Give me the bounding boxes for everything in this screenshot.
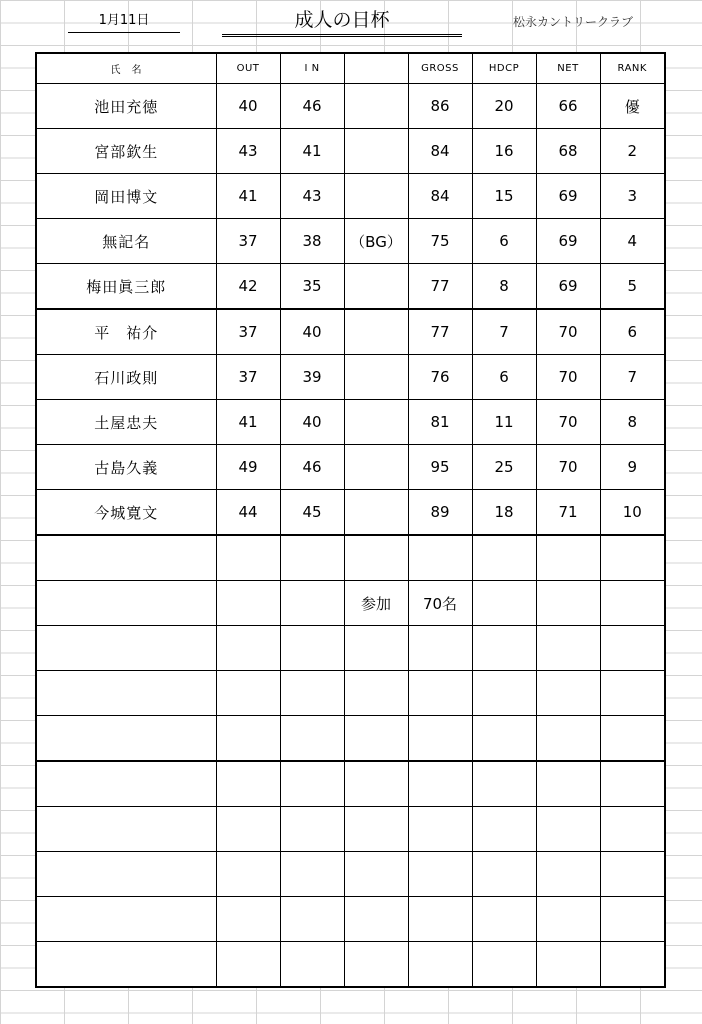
empty-cell [536, 626, 600, 671]
empty-cell [36, 942, 216, 988]
handicap: 20 [472, 84, 536, 129]
note-cell [344, 355, 408, 400]
empty-cell [600, 671, 665, 716]
empty-cell [280, 581, 344, 626]
net-score: 70 [536, 309, 600, 355]
empty-cell [216, 897, 280, 942]
results-table [35, 52, 666, 988]
player-name: 石川政則 [36, 355, 216, 400]
out-score: 44 [216, 490, 280, 536]
empty-cell [536, 807, 600, 852]
out-score: 37 [216, 309, 280, 355]
col-header-gross: GROSS [408, 53, 472, 84]
empty-cell [536, 535, 600, 581]
empty-row [36, 671, 665, 716]
empty-cell [600, 807, 665, 852]
table-row [36, 84, 665, 129]
player-name: 宮部欽生 [36, 129, 216, 174]
empty-cell [280, 897, 344, 942]
table-row [36, 219, 665, 264]
out-score: 42 [216, 264, 280, 310]
in-score: 41 [280, 129, 344, 174]
results-body [36, 84, 665, 988]
player-name: 古島久義 [36, 445, 216, 490]
participants-label: 参加 [344, 581, 408, 626]
empty-row [36, 626, 665, 671]
rank: 10 [600, 490, 665, 536]
table-row [36, 400, 665, 445]
empty-cell [472, 852, 536, 897]
gross-score: 75 [408, 219, 472, 264]
in-score: 46 [280, 445, 344, 490]
empty-cell [280, 535, 344, 581]
empty-cell [600, 942, 665, 988]
col-header-rank: RANK [600, 53, 665, 84]
table-row [36, 490, 665, 536]
empty-cell [216, 807, 280, 852]
empty-cell [280, 942, 344, 988]
empty-row [36, 807, 665, 852]
empty-cell [600, 761, 665, 807]
empty-cell [344, 716, 408, 762]
empty-cell [36, 807, 216, 852]
in-score: 40 [280, 400, 344, 445]
player-name: 無記名 [36, 219, 216, 264]
note-cell [344, 490, 408, 536]
empty-cell [36, 716, 216, 762]
empty-cell [36, 897, 216, 942]
empty-cell [536, 716, 600, 762]
empty-cell [600, 852, 665, 897]
player-name: 梅田眞三郎 [36, 264, 216, 310]
note-cell: （BG） [344, 219, 408, 264]
empty-cell [280, 671, 344, 716]
empty-cell [408, 626, 472, 671]
gross-score: 76 [408, 355, 472, 400]
empty-cell [36, 761, 216, 807]
table-row [36, 445, 665, 490]
player-name: 岡田博文 [36, 174, 216, 219]
col-header-note [344, 53, 408, 84]
empty-cell [472, 671, 536, 716]
empty-row [36, 716, 665, 762]
empty-cell [600, 716, 665, 762]
empty-cell [472, 897, 536, 942]
player-name: 池田充徳 [36, 84, 216, 129]
table-row [36, 264, 665, 310]
player-name: 平 祐介 [36, 309, 216, 355]
handicap: 16 [472, 129, 536, 174]
gross-score: 84 [408, 174, 472, 219]
note-cell [344, 309, 408, 355]
gross-score: 81 [408, 400, 472, 445]
empty-row [36, 761, 665, 807]
player-name: 土屋忠夫 [36, 400, 216, 445]
net-score: 70 [536, 400, 600, 445]
rank: 5 [600, 264, 665, 310]
empty-cell [408, 897, 472, 942]
net-score: 69 [536, 219, 600, 264]
rank: 8 [600, 400, 665, 445]
in-score: 38 [280, 219, 344, 264]
empty-cell [600, 581, 665, 626]
note-cell [344, 445, 408, 490]
out-score: 40 [216, 84, 280, 129]
empty-cell [280, 761, 344, 807]
empty-cell [216, 761, 280, 807]
empty-cell [216, 852, 280, 897]
player-name: 今城寛文 [36, 490, 216, 536]
handicap: 7 [472, 309, 536, 355]
empty-cell [36, 671, 216, 716]
gross-score: 77 [408, 264, 472, 310]
empty-cell [36, 852, 216, 897]
net-score: 69 [536, 174, 600, 219]
empty-cell [216, 716, 280, 762]
empty-cell [536, 761, 600, 807]
rank: 優 [600, 84, 665, 129]
empty-cell [600, 626, 665, 671]
empty-cell [408, 671, 472, 716]
empty-cell [472, 535, 536, 581]
handicap: 25 [472, 445, 536, 490]
table-row [36, 355, 665, 400]
net-score: 71 [536, 490, 600, 536]
empty-cell [216, 535, 280, 581]
note-cell [344, 174, 408, 219]
note-cell [344, 400, 408, 445]
empty-cell [36, 535, 216, 581]
note-cell [344, 84, 408, 129]
handicap: 6 [472, 219, 536, 264]
handicap: 11 [472, 400, 536, 445]
empty-cell [280, 807, 344, 852]
net-score: 68 [536, 129, 600, 174]
empty-cell [216, 626, 280, 671]
empty-row [36, 535, 665, 581]
gross-score: 77 [408, 309, 472, 355]
empty-cell [280, 626, 344, 671]
in-score: 45 [280, 490, 344, 536]
empty-row [36, 581, 665, 626]
out-score: 37 [216, 219, 280, 264]
club-name: 松永カントリークラブ [512, 15, 633, 29]
empty-cell [472, 716, 536, 762]
empty-cell [408, 535, 472, 581]
net-score: 66 [536, 84, 600, 129]
empty-cell [344, 852, 408, 897]
out-score: 43 [216, 129, 280, 174]
empty-cell [408, 761, 472, 807]
empty-cell [472, 942, 536, 988]
out-score: 49 [216, 445, 280, 490]
empty-cell [216, 671, 280, 716]
handicap: 6 [472, 355, 536, 400]
rank: 9 [600, 445, 665, 490]
rank: 4 [600, 219, 665, 264]
table-row [36, 174, 665, 219]
out-score: 41 [216, 174, 280, 219]
in-score: 39 [280, 355, 344, 400]
empty-cell [216, 942, 280, 988]
col-header-in: I N [280, 53, 344, 84]
in-score: 35 [280, 264, 344, 310]
empty-row [36, 942, 665, 988]
empty-cell [408, 716, 472, 762]
col-header-hdcp: HDCP [472, 53, 536, 84]
date-label: 1月11日 [68, 10, 180, 33]
empty-cell [536, 852, 600, 897]
empty-cell [408, 942, 472, 988]
empty-cell [344, 807, 408, 852]
empty-cell [36, 581, 216, 626]
in-score: 43 [280, 174, 344, 219]
empty-cell [344, 897, 408, 942]
empty-cell [472, 626, 536, 671]
page-title: 成人の日杯 [222, 6, 462, 37]
empty-cell [36, 626, 216, 671]
empty-cell [472, 761, 536, 807]
out-score: 37 [216, 355, 280, 400]
gross-score: 89 [408, 490, 472, 536]
rank: 7 [600, 355, 665, 400]
header-row [36, 53, 665, 84]
empty-cell [600, 897, 665, 942]
handicap: 18 [472, 490, 536, 536]
gross-score: 84 [408, 129, 472, 174]
empty-cell [280, 852, 344, 897]
empty-cell [344, 942, 408, 988]
col-header-net: NET [536, 53, 600, 84]
rank: 3 [600, 174, 665, 219]
empty-cell [472, 581, 536, 626]
gross-score: 86 [408, 84, 472, 129]
net-score: 69 [536, 264, 600, 310]
in-score: 40 [280, 309, 344, 355]
handicap: 15 [472, 174, 536, 219]
empty-cell [344, 671, 408, 716]
empty-cell [600, 535, 665, 581]
net-score: 70 [536, 355, 600, 400]
note-cell [344, 129, 408, 174]
empty-cell [536, 671, 600, 716]
col-header-out: OUT [216, 53, 280, 84]
rank: 6 [600, 309, 665, 355]
empty-cell [344, 535, 408, 581]
rank: 2 [600, 129, 665, 174]
empty-cell [408, 852, 472, 897]
empty-cell [536, 581, 600, 626]
net-score: 70 [536, 445, 600, 490]
col-header-name: 氏 名 [36, 53, 216, 84]
empty-cell [408, 807, 472, 852]
empty-row [36, 852, 665, 897]
out-score: 41 [216, 400, 280, 445]
empty-cell [216, 581, 280, 626]
empty-cell [344, 761, 408, 807]
empty-cell [536, 942, 600, 988]
empty-cell [344, 626, 408, 671]
empty-cell [536, 897, 600, 942]
empty-row [36, 897, 665, 942]
in-score: 46 [280, 84, 344, 129]
note-cell [344, 264, 408, 310]
participants-count: 70名 [408, 581, 472, 626]
gross-score: 95 [408, 445, 472, 490]
table-row [36, 129, 665, 174]
empty-cell [472, 807, 536, 852]
empty-cell [280, 716, 344, 762]
table-row [36, 309, 665, 355]
handicap: 8 [472, 264, 536, 310]
